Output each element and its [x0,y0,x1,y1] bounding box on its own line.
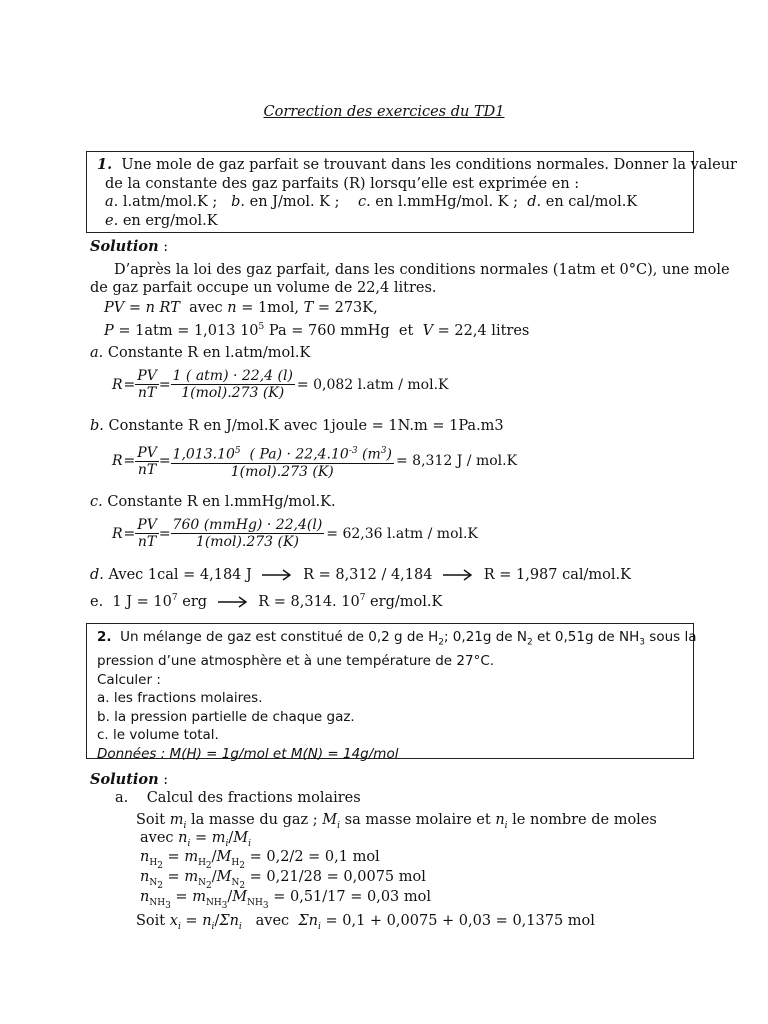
arrow-right-icon [262,569,292,581]
exercise-2-box [86,623,697,762]
exercise-2-data: Données : M(H) = 1g/mol et M(N) = 14g/mol [97,745,399,762]
exercise-2-line-2: pression d’une atmosphère et à une température de 27°C. [97,653,495,670]
ideal-gas-law: PV = n RT avec n = 1mol, T = 273K, [104,300,378,316]
solution-2-line-1: Soit $m_i$ la masse du gaz ; $M_i$ sa masse molaire et $n_i$ le nombre de moles [136,812,657,831]
solution-2-heading: Solution : [90,771,169,788]
exercise-2-line-1: 2. Un mélange de gaz est constitué de 0,2 g de $H_2$; 0,21g de $N_2$ et 0,51g de $NH_3$ sous la [97,629,697,648]
exercise-2-calc: Calculer : [97,671,161,688]
part-b-label: b. Constante R en J/mol.K avec 1joule = 1N.m = 1Pa.m3 [90,418,504,434]
exercise-1-box [86,151,737,233]
exercise-1-number: 1. [97,156,113,173]
page-title: Correction des exercices du TD1 [263,104,505,120]
solution-2-nnh3: $n_{NH_3} = m_{NH_3}/M_{NH_3} = 0,51/17 = 0,03$ mol [140,889,431,911]
solution-2-line-2: avec $n_i = m_i/M_i$ [140,830,252,849]
exercise-2-item-b: b. la pression partielle de chaque gaz. [97,708,355,725]
part-d-line: d. Avec 1cal = 4,184 J R = 8,312 / 4,184 R = 1,987 cal/mol.K [90,567,631,583]
exercise-1-option-e: e. en erg/mol.K [105,212,218,229]
exercise-1-options: a. l.atm/mol.K ; b. en J/mol. K ; c. en l.mmHg/mol. K ; d. en cal/mol.K [105,194,638,210]
exercise-1-line-2: de la constante des gaz parfaits (R) lorsqu’elle est exprimée en : [105,175,580,192]
solution-1-para-line-2: de gaz parfait occupe un volume de 22,4 litres. [90,280,437,296]
arrow-right-icon [218,596,248,608]
part-a-label: a. Constante R en l.atm/mol.K [90,345,311,361]
solution-2-part-a: a. Calcul des fractions molaires [115,790,361,806]
arrow-right-icon [443,569,473,581]
solution-2-nh2: $n_{H_2} = m_{H_2}/M_{H_2} = 0,2/2 = 0,1$ mol [140,849,380,871]
solution-2-sum: Soit $x_i = n_i/\Sigma n_i$ avec $\Sigma n_i = 0,1 + 0,0075 + 0,03 = 0,1375$ mol [136,913,595,932]
equation-b: R = $\frac{PV}{nT}$ = $\frac{1,013.10^5 ( Pa) \cdot 22,4.10^{-3} (m^3)}{\text{1(mol).273 (K)}}$ = 8,312 J / mol.K [112,444,518,480]
equation-c: R = $\frac{PV}{nT}$ = $\frac{\text{760 (mmHg) · 22,4(l)}}{\text{1(mol).273 (K)}}$ = 62,36 l.atm / mol.K [112,517,478,550]
normal-conditions: P = 1atm = 1,013 $10^5$ Pa = 760 mmHg et V = 22,4 litres [104,322,530,339]
equation-a: R = $\frac{PV}{nT}$ = $\frac{\text{1 ( atm) · 22,4 (l)}}{\text{1(mol).273 (K)}}$ = 0,082 l.atm / mol.K [112,368,449,401]
part-e-line: e. 1 $J = 10^7$ erg R = 8,314. $10^7$ erg/mol.K [90,593,443,610]
solution-1-para-line-1: D’après la loi des gaz parfait, dans les conditions normales (1atm et 0°C), une mole [114,262,730,278]
exercise-2-item-a: a. les fractions molaires. [97,690,263,707]
part-c-label: c. Constante R en l.mmHg/mol.K. [90,494,336,510]
exercise-1-line-1: 1. Une mole de gaz parfait se trouvant dans les conditions normales. Donner la valeur [97,156,737,173]
exercise-2-item-c: c. le volume total. [97,727,219,744]
solution-2-nn2: $n_{N_2} = m_{N_2}/M_{N_2} = 0,21/28 = 0,0075$ mol [140,869,426,891]
solution-1-heading: Solution : [90,238,169,255]
